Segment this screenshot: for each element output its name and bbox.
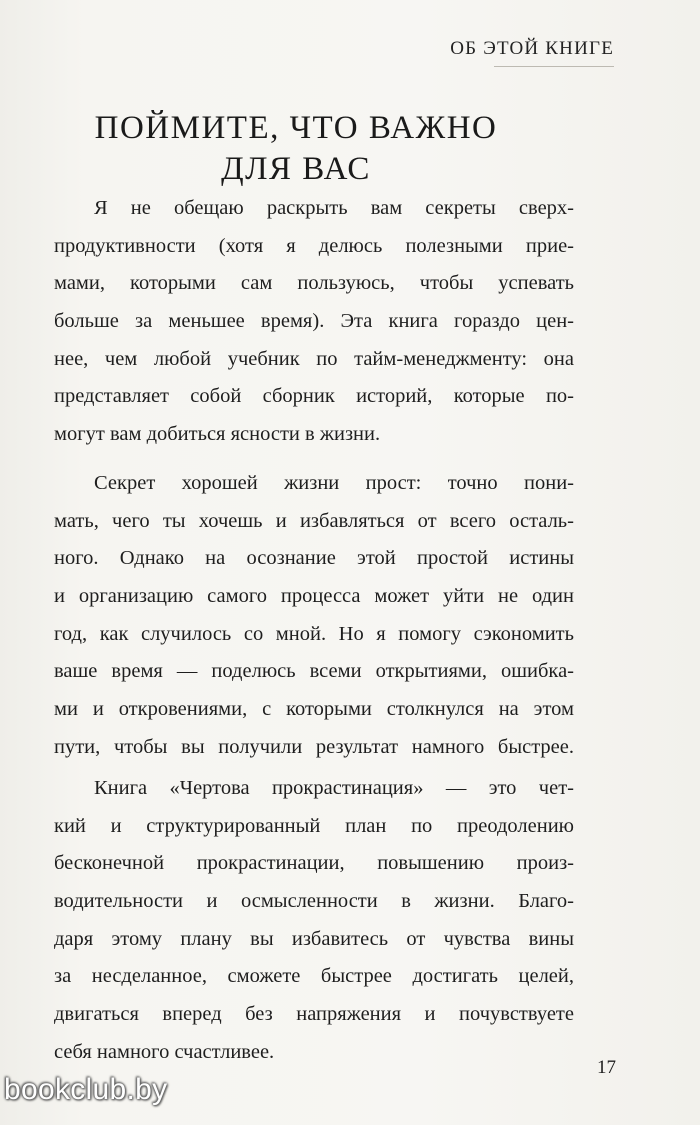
paragraph-line: за несделанное, сможете быстрее достигать целей, [54, 965, 574, 988]
paragraph-2 [54, 465, 574, 767]
paragraph-line: Секрет хорошей жизни прост: точно пони- [94, 472, 574, 494]
paragraph-line: мать, чего ты хочешь и избавляться от всего осталь- [54, 509, 574, 532]
paragraph-line: даря этому плану вы избавитесь от чувства вины [54, 927, 574, 950]
paragraph-line: пути, чтобы вы получили результат намного быстрее. [54, 735, 574, 758]
chapter-title [0, 108, 592, 190]
paragraph-line: кий и структурированный план по преодолению [54, 814, 574, 837]
paragraph-3 [54, 770, 574, 1072]
paragraph-1 [54, 190, 574, 454]
paragraph-line: год, как случилось со мной. Но я помогу сэкономить [54, 622, 574, 645]
paragraph-line: продуктивности (хотя я делюсь полезными прие- [54, 234, 574, 257]
chapter-title-line-2: ДЛЯ ВАС [221, 151, 371, 187]
paragraph-line: бесконечной прокрастинации, повышению произ- [54, 852, 574, 875]
paragraph-line: мами, которыми сам пользуюсь, чтобы успевать [54, 272, 574, 295]
running-header-rule [494, 66, 614, 67]
paragraph-line: Я не обещаю раскрыть вам секреты сверх- [94, 197, 574, 219]
paragraph-line: водительности и осмысленности в жизни. Благо- [54, 890, 574, 913]
paragraph-line: себя намного счастливее. [54, 1040, 275, 1063]
paragraph-line: нее, чем любой учебник по тайм-менеджменту: она [54, 347, 574, 370]
paragraph-line: представляет собой сборник историй, которые по- [54, 385, 574, 408]
paragraph-line: могут вам добиться ясности в жизни. [54, 423, 381, 446]
running-header: ОБ ЭТОЙ КНИГЕ [450, 38, 614, 59]
paragraph-line: ного. Однако на осознание этой простой истины [54, 547, 574, 570]
page-number: 17 [597, 1057, 616, 1078]
paragraph-line: двигаться вперед без напряжения и почувствуете [54, 1003, 574, 1026]
paragraph-line: и организацию самого процесса может уйти не один [54, 585, 574, 608]
paragraph-line: больше за меньшее время). Эта книга гораздо цен- [54, 310, 574, 333]
paragraph-line: ми и откровениями, с которыми столкнулся на этом [54, 698, 574, 721]
paragraph-line: ваше время — поделюсь всеми открытиями, ошибка- [54, 660, 574, 683]
chapter-title-line-1: ПОЙМИТЕ, ЧТО ВАЖНО [94, 110, 498, 146]
watermark-logo: bookclub.by [4, 1073, 168, 1106]
paragraph-line: Книга «Чертова прокрастинация» — это чет- [94, 777, 574, 799]
